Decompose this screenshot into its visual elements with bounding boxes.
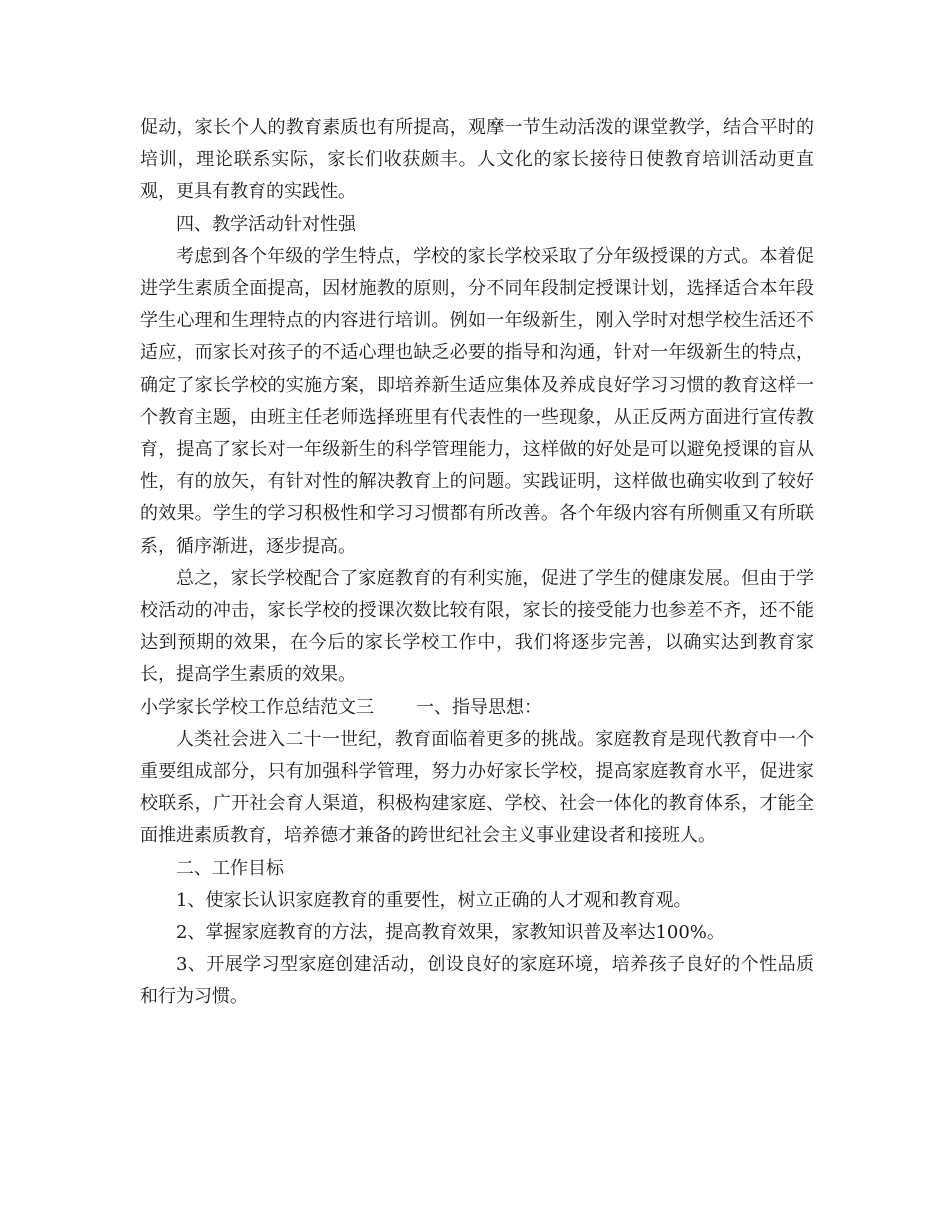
paragraph-teaching-activities: 考虑到各个年级的学生特点，学校的家长学校采取了分年级授课的方式。本着促进学生素质全面提高，因材施教的原则，分不同年段制定授课计划，选择适合本年段学生心理和生理特点的内容进行培训。例如一年级新生，刚入学时对想学校生活还不适应，而家长对孩子的不适心理也缺乏必要的指导和沟通，针对一年级新生的特点，确定了家长学校的实施方案，即培养新生适应集体及养成良好学习习惯的教育这样一个教育主题，由班主任老师选择班里有代表性的一些现象，从正反两方面进行宣传教育，提高了家长对一年级新生的科学管理能力，这样做的好处是可以避免授课的盲从性，有的放矢，有针对性的解决教育上的问题。实践证明，这样做也确实收到了较好的效果。学生的学习积极性和学习习惯都有所改善。各个年级内容有所侧重又有所联系，循序渐进，逐步提高。	[140, 245, 814, 557]
goal-item-2: 2、掌握家庭教育的方法，提高教育效果，家教知识普及率达100%。	[176, 922, 725, 944]
section-heading-1: 一、指导思想：	[416, 696, 542, 718]
document-body	[140, 112, 814, 1014]
sample-title: 小学家长学校工作总结范文三	[140, 696, 374, 718]
section-heading-4: 四、教学活动针对性强	[176, 213, 356, 235]
section-heading-2: 二、工作目标	[176, 857, 284, 879]
goal-item-1: 1、使家长认识家庭教育的重要性，树立正确的人才观和教育观。	[176, 889, 692, 911]
paragraph-guiding-thought: 人类社会进入二十一世纪，教育面临着更多的挑战。家庭教育是现代教育中一个重要组成部分，只有加强科学管理，努力办好家长学校，提高家庭教育水平，促进家校联系，广开社会育人渠道，积极构建家庭、学校、社会一体化的教育体系，才能全面推进素质教育，培养德才兼备的跨世纪社会主义事业建设者和接班人。	[140, 728, 814, 847]
sample-title-line	[140, 692, 814, 724]
paragraph-summary: 总之，家长学校配合了家庭教育的有利实施，促进了学生的健康发展。但由于学校活动的冲击，家长学校的授课次数比较有限，家长的接受能力也参差不齐，还不能达到预期的效果，在今后的家长学校工作中，我们将逐步完善，以确实达到教育家长，提高学生素质的效果。	[140, 567, 814, 686]
paragraph-continuation: 促动，家长个人的教育素质也有所提高，观摩一节生动活泼的课堂教学，结合平时的培训，理论联系实际，家长们收获颇丰。人文化的家长接待日使教育培训活动更直观，更具有教育的实践性。	[140, 117, 814, 203]
goal-item-3: 3、开展学习型家庭创建活动，创设良好的家庭环境，培养孩子良好的个性品质和行为习惯。	[140, 954, 814, 1008]
